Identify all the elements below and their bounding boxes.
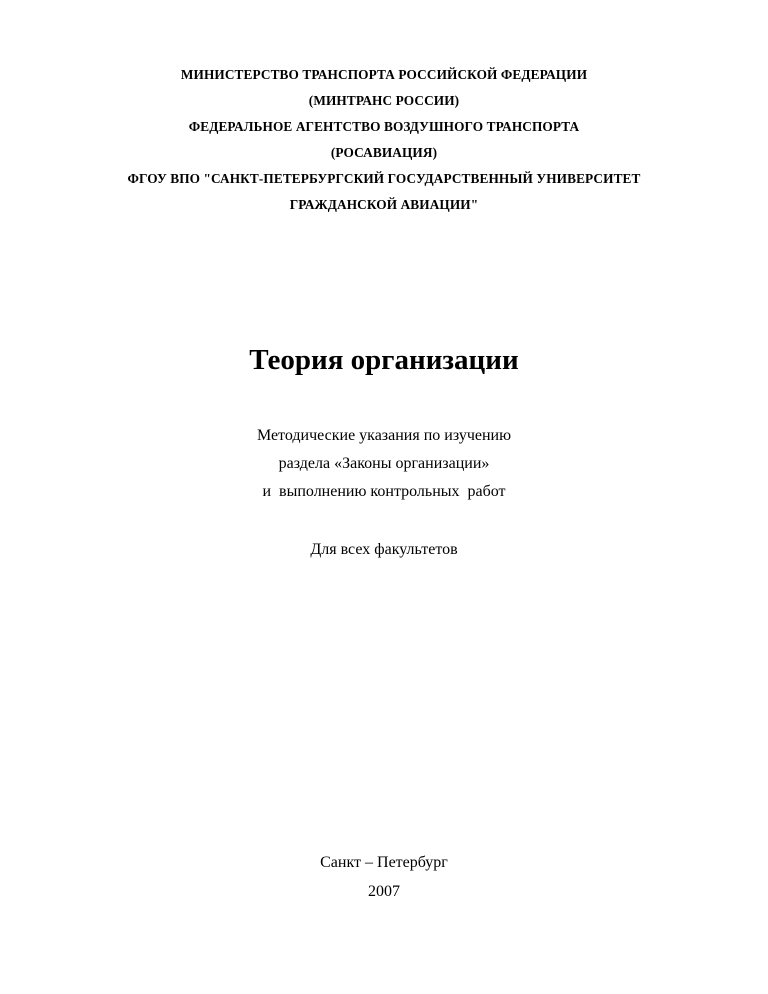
ministry-line: МИНИСТЕРСТВО ТРАНСПОРТА РОССИЙСКОЙ ФЕДЕРАЦИИ [180, 67, 588, 82]
document-subtitle [0, 422, 768, 506]
subtitle-line-1: Методические указания по изучению [256, 427, 512, 444]
publication-year: 2007 [368, 883, 400, 900]
university-line: ФГОУ ВПО "САНКТ-ПЕТЕРБУРГСКИЙ ГОСУДАРСТВЕННЫЙ УНИВЕРСИТЕТ [127, 171, 641, 186]
ministry-abbreviation-line: (МИНТРАНС РОССИИ) [308, 93, 460, 108]
agency-abbreviation-line: (РОСАВИАЦИЯ) [330, 145, 438, 160]
document-title: Теория организации [249, 344, 519, 376]
university-line-continued: ГРАЖДАНСКОЙ АВИАЦИИ" [289, 197, 479, 212]
subtitle-line-3: и выполнению контрольных работ [262, 483, 506, 500]
publication-city: Санкт – Петербург [320, 854, 448, 871]
audience-note: Для всех факультетов [310, 541, 458, 558]
subtitle-line-2: раздела «Законы организации» [278, 455, 490, 472]
institution-header [0, 62, 768, 218]
agency-line: ФЕДЕРАЛЬНОЕ АГЕНТСТВО ВОЗДУШНОГО ТРАНСПОРТА [188, 119, 580, 134]
